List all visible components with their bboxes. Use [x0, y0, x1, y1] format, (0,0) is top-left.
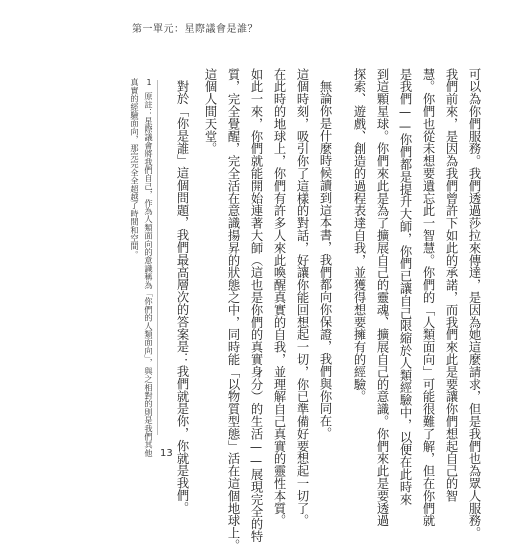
- text-column: 探索、遊戲、創造的過程表達自我，並獲得想要擁有的經驗。: [352, 68, 366, 403]
- text-column: 這個時刻，吸引你了這樣的對話，好讓你能回想起一切，你已準備好要想起一切了。: [295, 68, 309, 527]
- text-column: 慧。你們也從未想要遺忘此一智慧。你們的「人類面向」可能很難了解，但在你們就: [421, 68, 435, 527]
- footnote-marker: 1: [146, 78, 152, 87]
- text-column: 這個人間天堂。: [203, 68, 217, 155]
- text-column: 如此一來，你們就能開始連著大師（這也是你們的真實身分）的生活——展現完全的特: [249, 68, 263, 543]
- text-column: 我們前來，是因為我們曾許下如此的承諾，而我們來此是要讓你們想起自己的智: [444, 68, 458, 502]
- footnote-text: 原註：星際議會將我們自己，作為人類面向的意識稱為「你們的人類面向」，與之相對的則是我們其他: [144, 92, 154, 457]
- text-column: 質，完全覺醒，完全活在意識揚昇的狀態之中，同時能「以物質型態」活在這個地球上。: [226, 68, 240, 552]
- text-column: 對於「你是誰」這個問題，我們最高層次的答案是：我們就是你，你就是我們。: [175, 80, 189, 514]
- text-column: 在此時的地球上，你們有許多人來此喚醒真實的自我，並理解自己真實的靈性本質。: [272, 68, 286, 527]
- footnote-divider: [157, 80, 158, 435]
- running-header: 第一單元：星際議會是誰？: [132, 24, 258, 35]
- text-column: 無論你是什麼時候讀到這本書，我們都向你保證，我們與你同在。: [318, 80, 332, 440]
- text-column: 到這顆星球。你們來此是為了擴展自己的靈魂、擴展自己的意識。你們來此是要透過: [375, 68, 389, 527]
- text-column: 可以為你們服務。我們透過莎拉來傳達，是因為她這麼請求，但是我們也為眾人服務。: [467, 68, 481, 540]
- page-number: 13: [160, 448, 173, 459]
- text-column: 是我們——你們都是提升大師，你們已讓自己限縮於人類經驗中，以便在此時來: [398, 68, 412, 506]
- footnote-text: 真實的經驗面向，那完完全全超越了時間和空間。: [130, 78, 140, 259]
